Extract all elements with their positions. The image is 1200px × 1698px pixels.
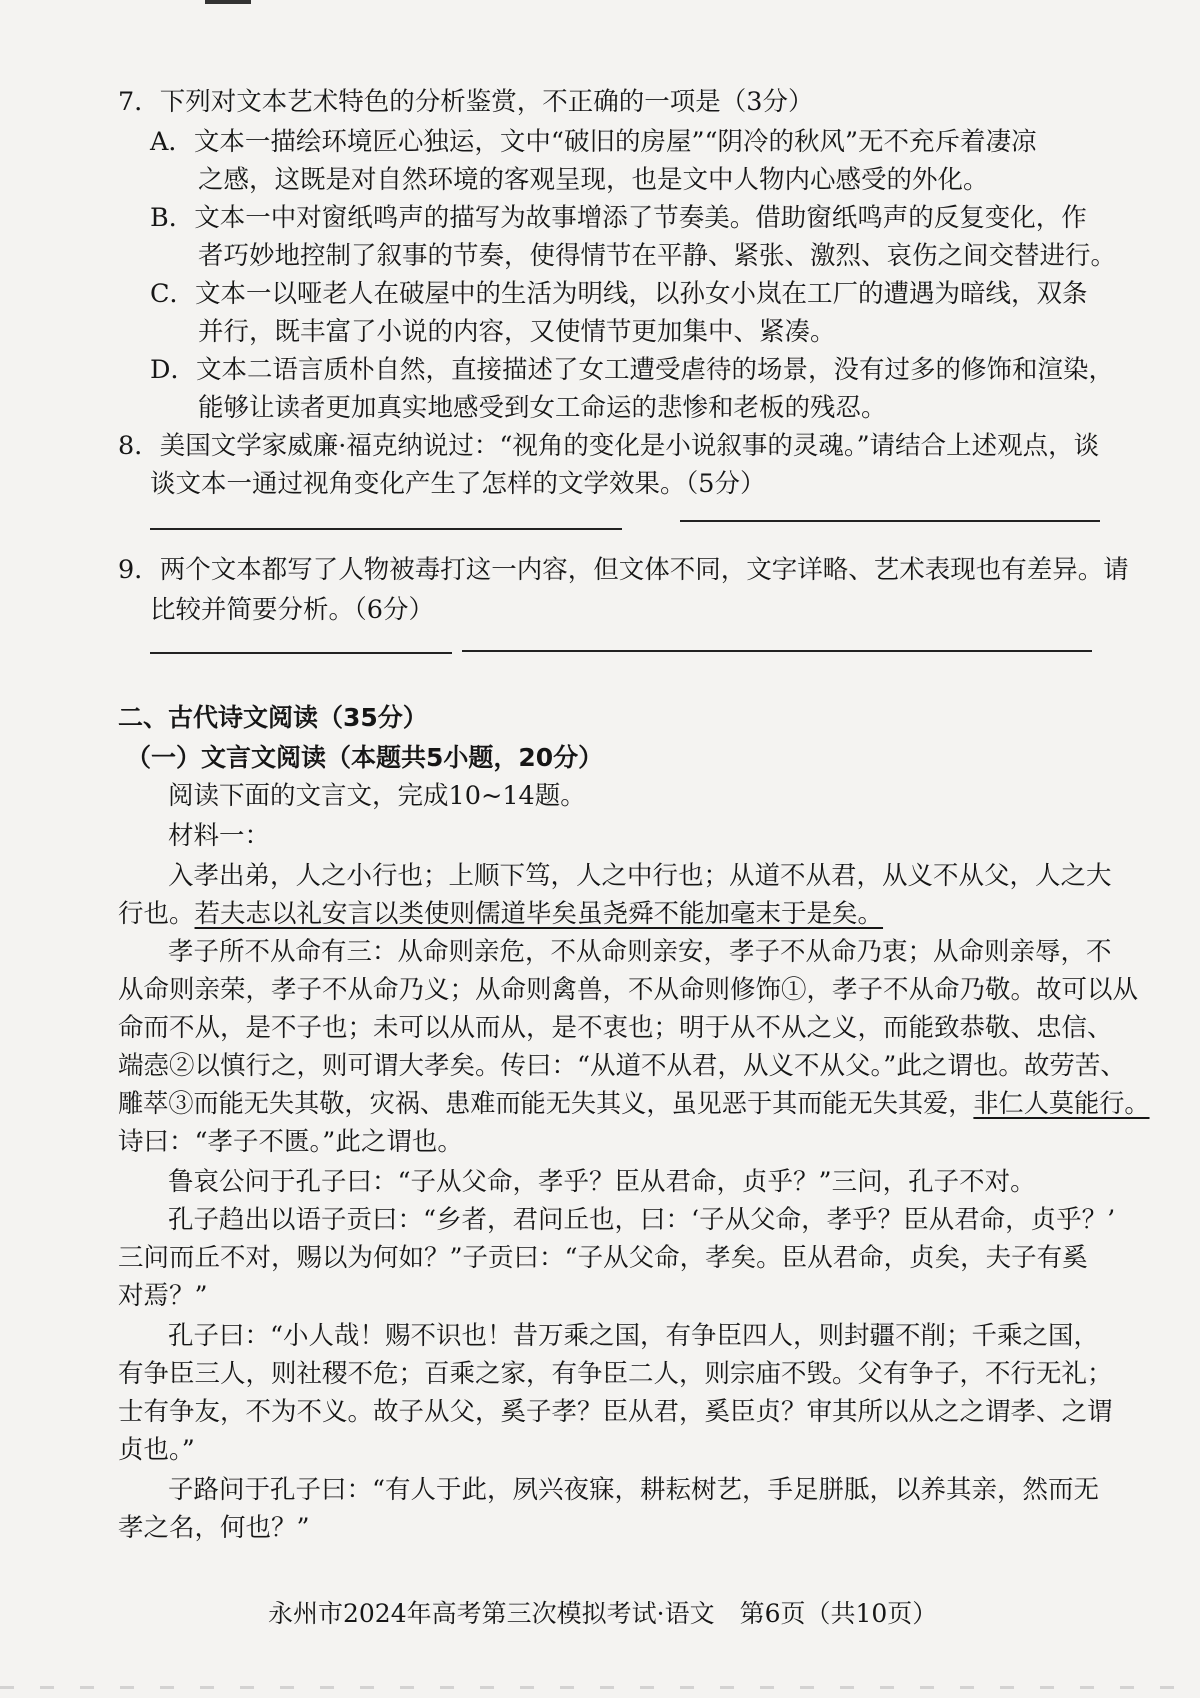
passage-line — [118, 894, 883, 934]
q8-answer-line-2 — [680, 520, 1100, 522]
passage-line: 有争臣三人，则社稷不危；百乘之家，有争臣二人，则宗庙不毁。父有争子，不行无礼； — [118, 1359, 1113, 1389]
scan-mark — [205, 0, 251, 4]
subsection-title: （一）文言文阅读（本题共5小题，20分） — [126, 743, 604, 772]
q7-option-a: A．文本一描绘环境匠心独运，文中“破旧的房屋”“阴冷的秋风”无不充斥着凄凉 — [150, 127, 1037, 157]
passage-line — [118, 1084, 1150, 1124]
passage-line: 孝之名，何也？” — [118, 1513, 310, 1543]
q9-stem: 9．两个文本都写了人物被毒打这一内容，但文体不同，文字详略、艺术表现也有差异。请 — [118, 555, 1129, 585]
q7-option-a-cont: 之感，这既是对自然环境的客观呈现，也是文中人物内心感受的外化。 — [198, 165, 989, 195]
passage-line: 孔子曰：“小人哉！赐不识也！昔万乘之国，有争臣四人，则封疆不削；千乘之国， — [168, 1321, 1100, 1351]
passage-text: 雕萃③而能无失其敬，灾祸、患难而能无失其义，虽见恶于其而能无失其爱， — [118, 1089, 974, 1119]
q7-stem: 7．下列对文本艺术特色的分析鉴赏，不正确的一项是（3分） — [118, 87, 814, 117]
underlined-sentence: 若夫志以礼安言以类使则儒道毕矣虽尧舜不能加毫末于是矣。 — [194, 899, 884, 929]
passage-line: 入孝出弟，人之小行也；上顺下笃，人之中行也；从道不从君，从义不从父，人之大 — [168, 861, 1112, 891]
passage-line: 士有争友，不为不义。故子从父，奚子孝？臣从君，奚臣贞？审其所以从之之谓孝、之谓 — [118, 1397, 1113, 1427]
scan-edge — [0, 1686, 1200, 1689]
underlined-sentence: 非仁人莫能行。 — [973, 1089, 1150, 1119]
q7-option-d: D．文本二语言质朴自然，直接描述了女工遭受虐待的场景，没有过多的修饰和渲染， — [150, 355, 1114, 385]
q7-option-b: B．文本一中对窗纸鸣声的描写为故事增添了节奏美。借助窗纸鸣声的反复变化，作 — [150, 203, 1087, 233]
passage-line: 鲁哀公问于孔子曰：“子从父命，孝乎？臣从君命，贞乎？”三问，孔子不对。 — [168, 1167, 1036, 1197]
q8-answer-line-1 — [150, 528, 622, 530]
q8-stem: 8．美国文学家威廉·福克纳说过：“视角的变化是小说叙事的灵魂。”请结合上述观点，谈 — [118, 431, 1100, 461]
q9-answer-line-2 — [462, 650, 1092, 652]
passage-line: 贞也。” — [118, 1435, 195, 1465]
q7-option-c: C．文本一以哑老人在破屋中的生活为明线，以孙女小岚在工厂的遭遇为暗线，双条 — [150, 279, 1088, 309]
passage-line: 对焉？” — [118, 1281, 208, 1311]
q7-option-c-cont: 并行，既丰富了小说的内容，又使情节更加集中、紧凑。 — [198, 317, 836, 347]
passage-line: 命而不从，是不子也；未可以从而从，是不衷也；明于从不从之义，而能致恭敬、忠信、 — [118, 1013, 1113, 1043]
q8-stem-cont: 谈文本一通过视角变化产生了怎样的文学效果。（5分） — [150, 469, 766, 499]
q7-option-b-cont: 者巧妙地控制了叙事的节奏，使得情节在平静、紧张、激烈、哀伤之间交替进行。 — [198, 241, 1117, 271]
instruction: 阅读下面的文言文，完成10~14题。 — [168, 781, 586, 811]
q9-stem-cont: 比较并简要分析。（6分） — [150, 595, 434, 625]
passage-text: 行也。 — [118, 899, 195, 929]
passage-line: 端悫②以慎行之，则可谓大孝矣。传曰：“从道不从君，从义不从父。”此之谓也。故劳苦、 — [118, 1051, 1126, 1081]
passage-line: 诗曰：“孝子不匮。”此之谓也。 — [118, 1127, 463, 1157]
section-title: 二、古代诗文阅读（35分） — [118, 703, 428, 732]
passage-line: 从命则亲荣，孝子不从命乃义；从命则禽兽，不从命则修饰①，孝子不从命乃敬。故可以从 — [118, 975, 1139, 1005]
passage-line: 三问而丘不对，赐以为何如？”子贡曰：“子从父命，孝矣。臣从君命，贞矣，夫子有奚 — [118, 1243, 1088, 1273]
page-footer: 永州市2024年高考第三次模拟考试·语文 第6页（共10页） — [268, 1599, 938, 1628]
passage-line: 子路问于孔子曰：“有人于此，夙兴夜寐，耕耘树艺，手足胼胝，以养其亲，然而无 — [168, 1475, 1100, 1505]
passage-line: 孔子趋出以语子贡曰：“乡者，君问丘也，曰：‘子从父命，孝乎？臣从君命，贞乎？’ — [168, 1205, 1116, 1235]
material-label: 材料一： — [168, 821, 271, 851]
q7-option-d-cont: 能够让读者更加真实地感受到女工命运的悲惨和老板的残忍。 — [198, 393, 887, 423]
passage-line: 孝子所不从命有三：从命则亲危，不从命则亲安，孝子不从命乃衷；从命则亲辱，不 — [168, 937, 1112, 967]
q9-answer-line-1 — [150, 652, 452, 654]
